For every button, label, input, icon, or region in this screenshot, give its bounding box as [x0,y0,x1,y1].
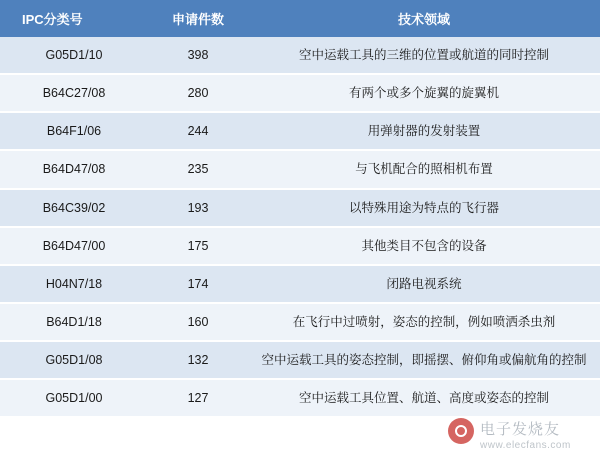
cell-ipc-code: B64D47/00 [0,227,148,265]
cell-application-count: 175 [148,227,248,265]
table-row [0,303,600,341]
cell-technical-field: 闭路电视系统 [248,265,600,303]
table-row [0,150,600,188]
table-body [0,37,600,417]
table-row [0,265,600,303]
cell-application-count: 398 [148,37,248,74]
cell-ipc-code: H04N7/18 [0,265,148,303]
cell-ipc-code: B64C27/08 [0,74,148,112]
cell-technical-field: 以特殊用途为特点的飞行器 [248,189,600,227]
cell-technical-field: 有两个或多个旋翼的旋翼机 [248,74,600,112]
table-row [0,227,600,265]
cell-ipc-code: B64D1/18 [0,303,148,341]
cell-ipc-code: G05D1/00 [0,379,148,417]
cell-technical-field: 用弹射器的发射装置 [248,112,600,150]
cell-technical-field: 空中运载工具的三维的位置或航道的同时控制 [248,37,600,74]
cell-ipc-code: B64F1/06 [0,112,148,150]
watermark-logo-icon [448,418,474,444]
cell-technical-field: 空中运载工具位置、航道、高度或姿态的控制 [248,379,600,417]
table-header [0,0,600,37]
column-header-ipc-code: IPC分类号 [0,0,148,37]
watermark-brand: 电子发烧友 [480,421,561,438]
cell-application-count: 132 [148,341,248,379]
watermark-url: www.elecfans.com [480,440,571,451]
table-header-row [0,0,600,37]
cell-application-count: 244 [148,112,248,150]
cell-ipc-code: G05D1/10 [0,37,148,74]
cell-application-count: 174 [148,265,248,303]
cell-application-count: 193 [148,189,248,227]
cell-ipc-code: G05D1/08 [0,341,148,379]
cell-application-count: 160 [148,303,248,341]
table-row [0,379,600,417]
table-row [0,112,600,150]
cell-technical-field: 其他类目不包含的设备 [248,227,600,265]
cell-application-count: 235 [148,150,248,188]
column-header-technical-field: 技术领域 [248,0,600,37]
cell-ipc-code: B64C39/02 [0,189,148,227]
cell-technical-field: 在飞行中过喷射，姿态的控制，例如喷洒杀虫剂 [248,303,600,341]
table-row [0,74,600,112]
cell-technical-field: 空中运载工具的姿态控制，即摇摆、俯仰角或偏航角的控制 [248,341,600,379]
cell-ipc-code: B64D47/08 [0,150,148,188]
watermark [440,414,590,460]
cell-technical-field: 与飞机配合的照相机布置 [248,150,600,188]
table-row [0,189,600,227]
cell-application-count: 127 [148,379,248,417]
cell-application-count: 280 [148,74,248,112]
table-row [0,37,600,74]
column-header-application-count: 申请件数 [148,0,248,37]
table-row [0,341,600,379]
